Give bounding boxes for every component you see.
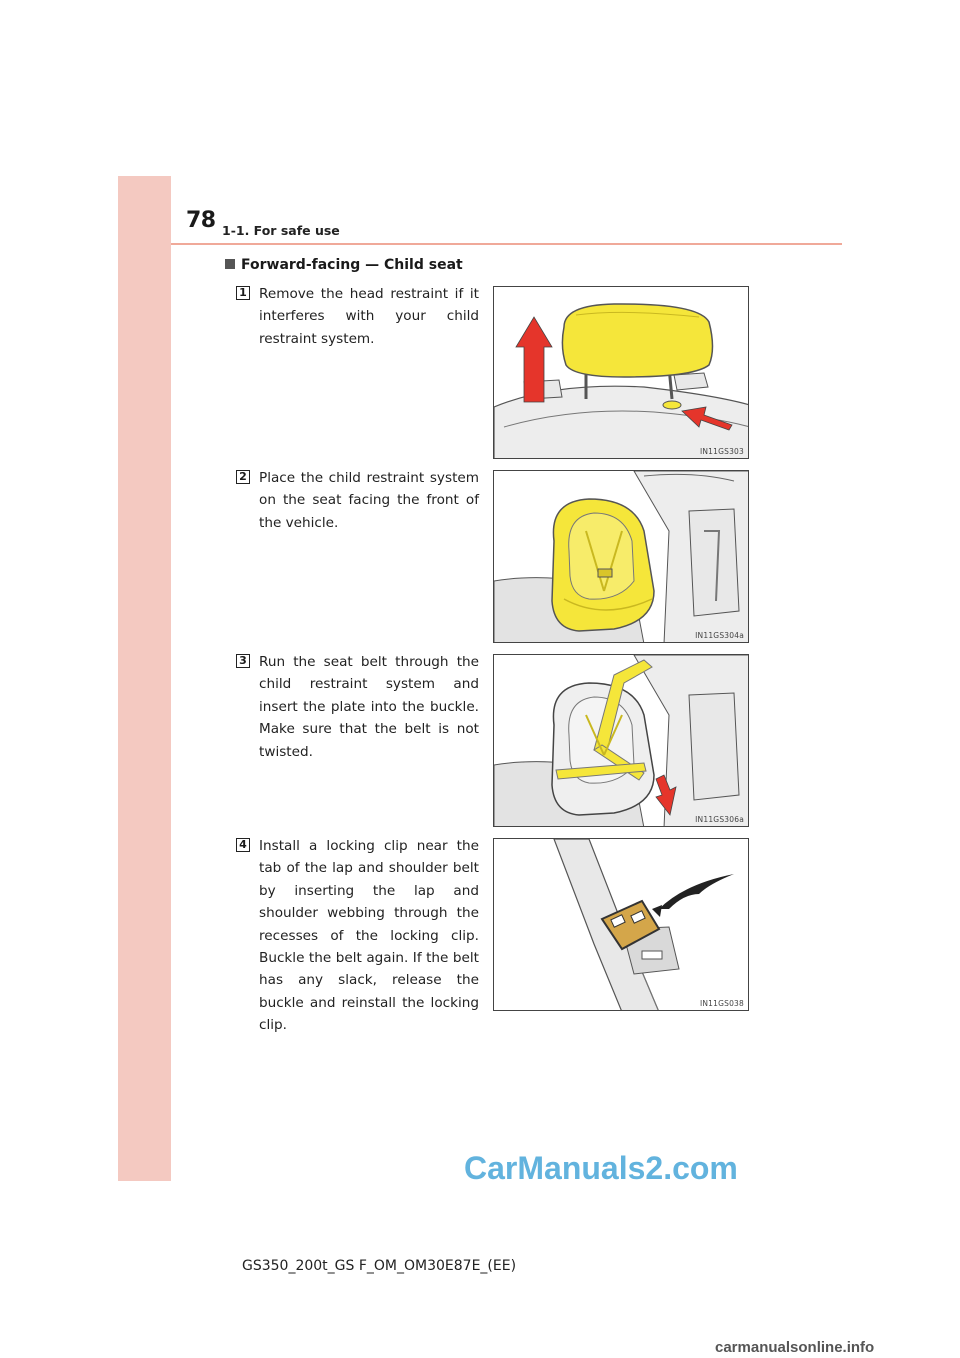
section-title: 1-1. For safe use (222, 223, 340, 238)
illustration-locking-clip (493, 838, 749, 1011)
step-text: Run the seat belt through the child restraint system and insert the plate into the buckle. Make sure that the belt is not twisted. (259, 654, 479, 760)
step-text: Remove the head restraint if it interferes with your child restraint system. (259, 286, 479, 347)
locking-clip-illustration (494, 839, 749, 1011)
step-number-badge: 1 (236, 286, 250, 300)
seat-belt-routing-illustration (494, 655, 749, 827)
illustration-head-restraint (493, 286, 749, 459)
subheading (225, 257, 463, 273)
image-code: IN11GS038 (699, 999, 744, 1008)
header-rule (171, 243, 842, 245)
page-number: 78 (186, 208, 216, 233)
step-text: Place the child restraint system on the seat facing the front of the vehicle. (259, 470, 479, 531)
illustration-child-seat-placement (493, 470, 749, 643)
document-footer: GS350_200t_GS F_OM_OM30E87E_(EE) (242, 1258, 517, 1274)
step-number-badge: 4 (236, 838, 250, 852)
watermark-footer: carmanualsonline.info (715, 1339, 875, 1356)
subheading-text: Forward-facing — Child seat (241, 257, 463, 273)
image-code: IN11GS303 (699, 447, 744, 456)
child-seat-placement-illustration (494, 471, 749, 643)
image-code: IN11GS304a (695, 631, 744, 640)
illustration-seat-belt-routing (493, 654, 749, 827)
head-restraint-removal-illustration (494, 287, 749, 459)
chapter-sidebar-tab (118, 176, 171, 1181)
watermark-logo: CarManuals2.com (464, 1150, 738, 1186)
step-number-badge: 2 (236, 470, 250, 484)
square-bullet-icon (225, 259, 235, 269)
step-text: Install a locking clip near the tab of the lap and shoulder belt by inserting the lap and shoulder webbing through the recesses of the locking clip. Buckle the belt again. If the belt has any slack, release the buckle and reinstall the locking clip. (259, 838, 479, 1034)
step-number-badge: 3 (236, 654, 250, 668)
image-code: IN11GS306a (695, 815, 744, 824)
